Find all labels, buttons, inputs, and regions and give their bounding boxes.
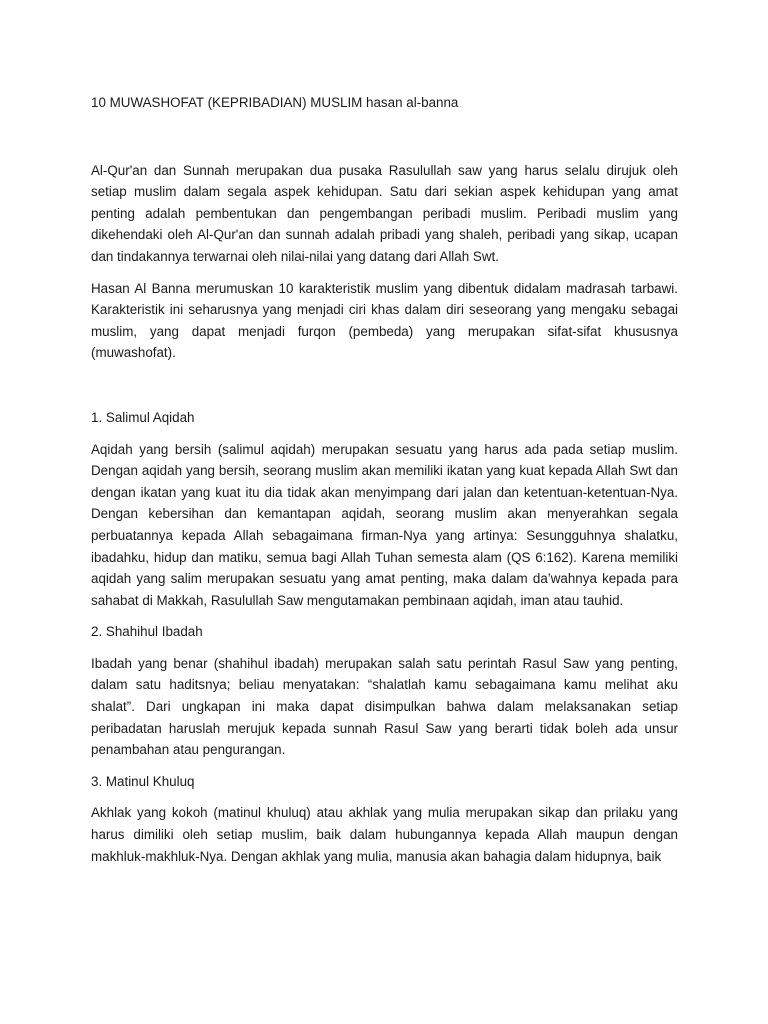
intro-paragraph: Al-Qur'an dan Sunnah merupakan dua pusaka Rasulullah saw yang harus selalu dirujuk oleh setiap muslim dalam segala aspek kehidupan. Satu dari sekian aspek kehidupan yang amat penting adalah pembentukan dan pengembangan peribadi muslim. Peribadi muslim yang dikehendaki oleh Al-Qur'an dan sunnah adalah pribadi yang shaleh, peribadi yang sikap, ucapan dan tindakannya terwarnai oleh nilai-nilai yang datang dari Allah Swt. <box>91 162 678 264</box>
section-paragraph: Aqidah yang bersih (salimul aqidah) merupakan sesuatu yang harus ada pada setiap muslim. Dengan aqidah yang bersih, seorang muslim akan memiliki ikatan yang kuat kepada Allah Swt dan dengan ikatan yang kuat itu dia tidak akan menyimpang dari jalan dan ketentuan-ketentuan-Nya. Dengan kebersihan dan kemantapan aqidah, seorang muslim akan menyerahkan segala perbuatannya kepada Allah sebagaimana firman-Nya yang artinya: Sesungguhnya shalatku, ibadahku, hidup dan matiku, semua bagi Allah Tuhan semesta alam (QS 6:162). Karena memiliki aqidah yang salim merupakan sesuatu yang amat penting, maka dalam da’wahnya kepada para sahabat di Makkah, Rasulullah Saw mengutamakan pembinaan aqidah, iman atau tauhid. <box>91 441 678 608</box>
document-title: 10 MUWASHOFAT (KEPRIBADIAN) MUSLIM hasan al-banna <box>91 95 459 110</box>
section-heading: 2. Shahihul Ibadah <box>91 624 203 640</box>
section-paragraph: Ibadah yang benar (shahihul ibadah) merupakan salah satu perintah Rasul Saw yang penting, dalam satu haditsnya; beliau menyatakan: “shalatlah kamu sebagaimana kamu melihat aku shalat”. Dari ungkapan ini maka dapat disimpulkan bahwa dalam melaksanakan setiap peribadatan haruslah merujuk kepada sunnah Rasul Saw yang berarti tidak boleh ada unsur penambahan atau pengurangan. <box>91 655 678 758</box>
section-paragraph: Akhlak yang kokoh (matinul khuluq) atau akhlak yang mulia merupakan sikap dan prilaku yang harus dimiliki oleh setiap muslim, baik dalam hubungannya kepada Allah maupun dengan makhluk-makhluk-Nya. Dengan akhlak yang mulia, manusia akan bahagia dalam hidupnya, baik <box>91 805 678 864</box>
section-heading: 3. Matinul Khuluq <box>91 773 195 789</box>
section-heading: 1. Salimul Aqidah <box>91 409 195 425</box>
intro-paragraph: Hasan Al Banna merumuskan 10 karakteristik muslim yang dibentuk didalam madrasah tarbawi. Karakteristik ini seharusnya yang menjadi ciri khas dalam diri seseorang yang mengaku sebagai muslim, yang dapat menjadi furqon (pembeda) yang merupakan sifat-sifat khususnya (muwashofat). <box>91 280 678 361</box>
